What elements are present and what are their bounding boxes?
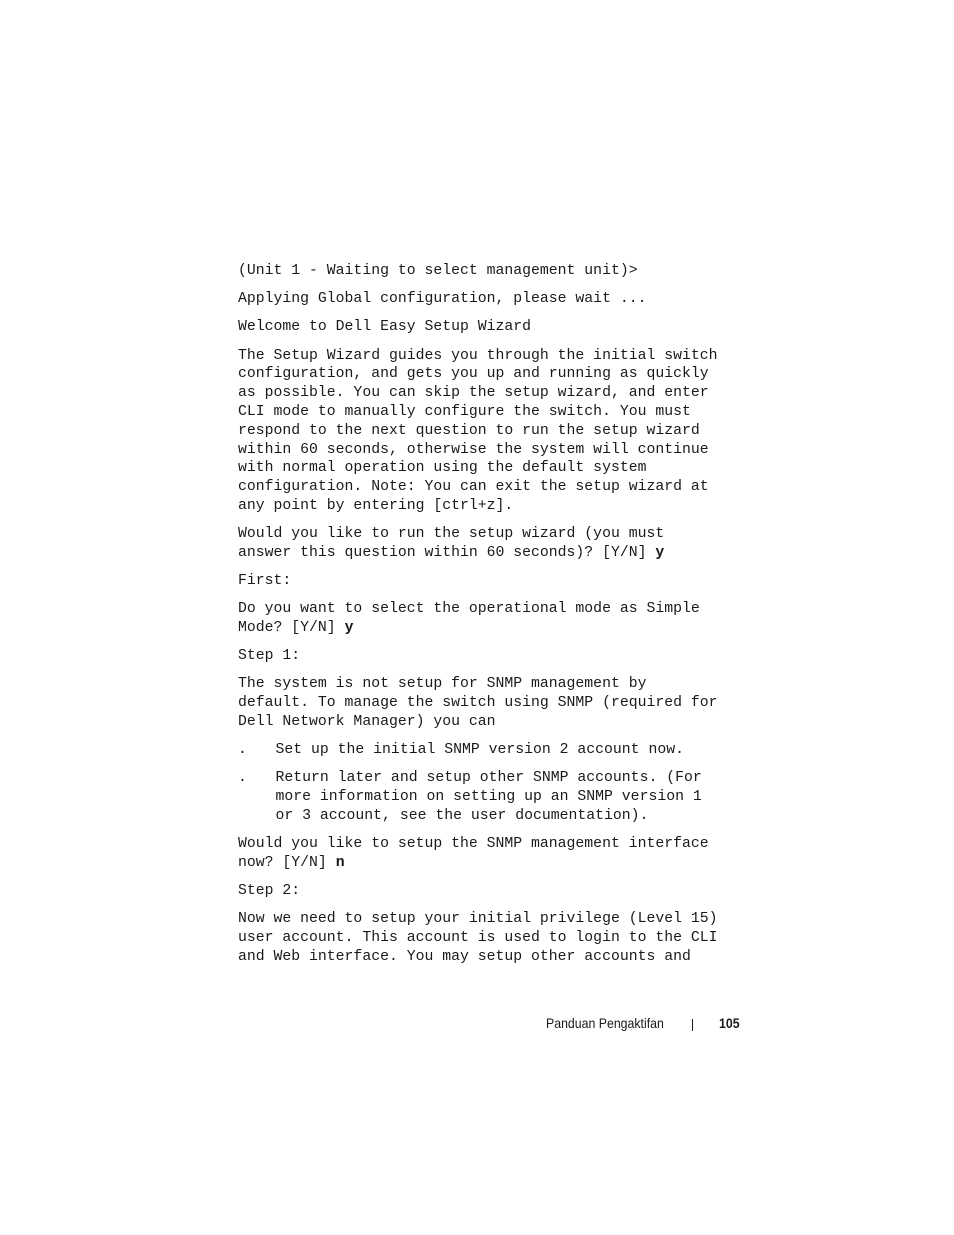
snmp-question-text: Would you like to setup the SNMP management interface now? [Y/N] — [238, 836, 709, 872]
step1-label: Step 1: — [238, 648, 301, 665]
page-number: 105 — [719, 1015, 740, 1031]
welcome-line: Welcome to Dell Easy Setup Wizard — [238, 319, 532, 336]
bullet-marker: . — [238, 770, 247, 787]
run-wizard-question-text: Would you like to run the setup wizard (you must answer this question within 60 seconds)? [Y/N] — [238, 526, 665, 561]
bullet-item-snmp-later — [238, 769, 738, 825]
privilege-paragraph: Now we need to setup your initial privilege (Level 15) user account. This account is used to login to the CLI and Web interface. You may setup other accounts and — [238, 911, 718, 965]
footer-separator — [692, 1019, 693, 1031]
bullet-item-snmp-v2 — [238, 741, 738, 760]
run-wizard-question — [238, 525, 738, 563]
simple-mode-question-text: Do you want to select the operational mode as Simple Mode? [Y/N] — [238, 601, 700, 637]
snmp-question — [238, 835, 738, 873]
footer-title: Panduan Pengaktifan — [546, 1015, 664, 1031]
bullet-text: Return later and setup other SNMP accounts. (For more information on setting up an SNMP version 1 or 3 account, see the user documentation). — [275, 770, 702, 825]
unit-prompt-line: (Unit 1 - Waiting to select management unit)> — [238, 263, 638, 279]
snmp-answer: n — [335, 855, 345, 872]
bullet-text: Set up the initial SNMP version 2 account now. — [275, 742, 684, 759]
simple-mode-question — [238, 600, 738, 638]
wizard-intro-paragraph: The Setup Wizard guides you through the initial switch configuration, and gets you up and running as quickly as possible. You can skip the setup wizard, and enter CLI mode to manually configure the switch. You must respond to the next question to run the setup wizard within 60 seconds, otherwise the system will continue with normal operation using the default system configuration. Note: You can exit the setup wizard at any point by entering [ctrl+z]. — [238, 347, 718, 514]
applying-config-line: Applying Global configuration, please wait ... — [238, 291, 647, 308]
simple-mode-answer: y — [344, 620, 354, 637]
snmp-intro-paragraph: The system is not setup for SNMP management by default. To manage the switch using SNMP (required for Dell Network Manager) you can — [238, 676, 718, 731]
run-wizard-answer: y — [655, 544, 665, 561]
step2-label: Step 2: — [238, 883, 301, 900]
first-label: First: — [238, 573, 292, 590]
bullet-marker: . — [238, 742, 247, 759]
console-transcript — [238, 262, 738, 976]
